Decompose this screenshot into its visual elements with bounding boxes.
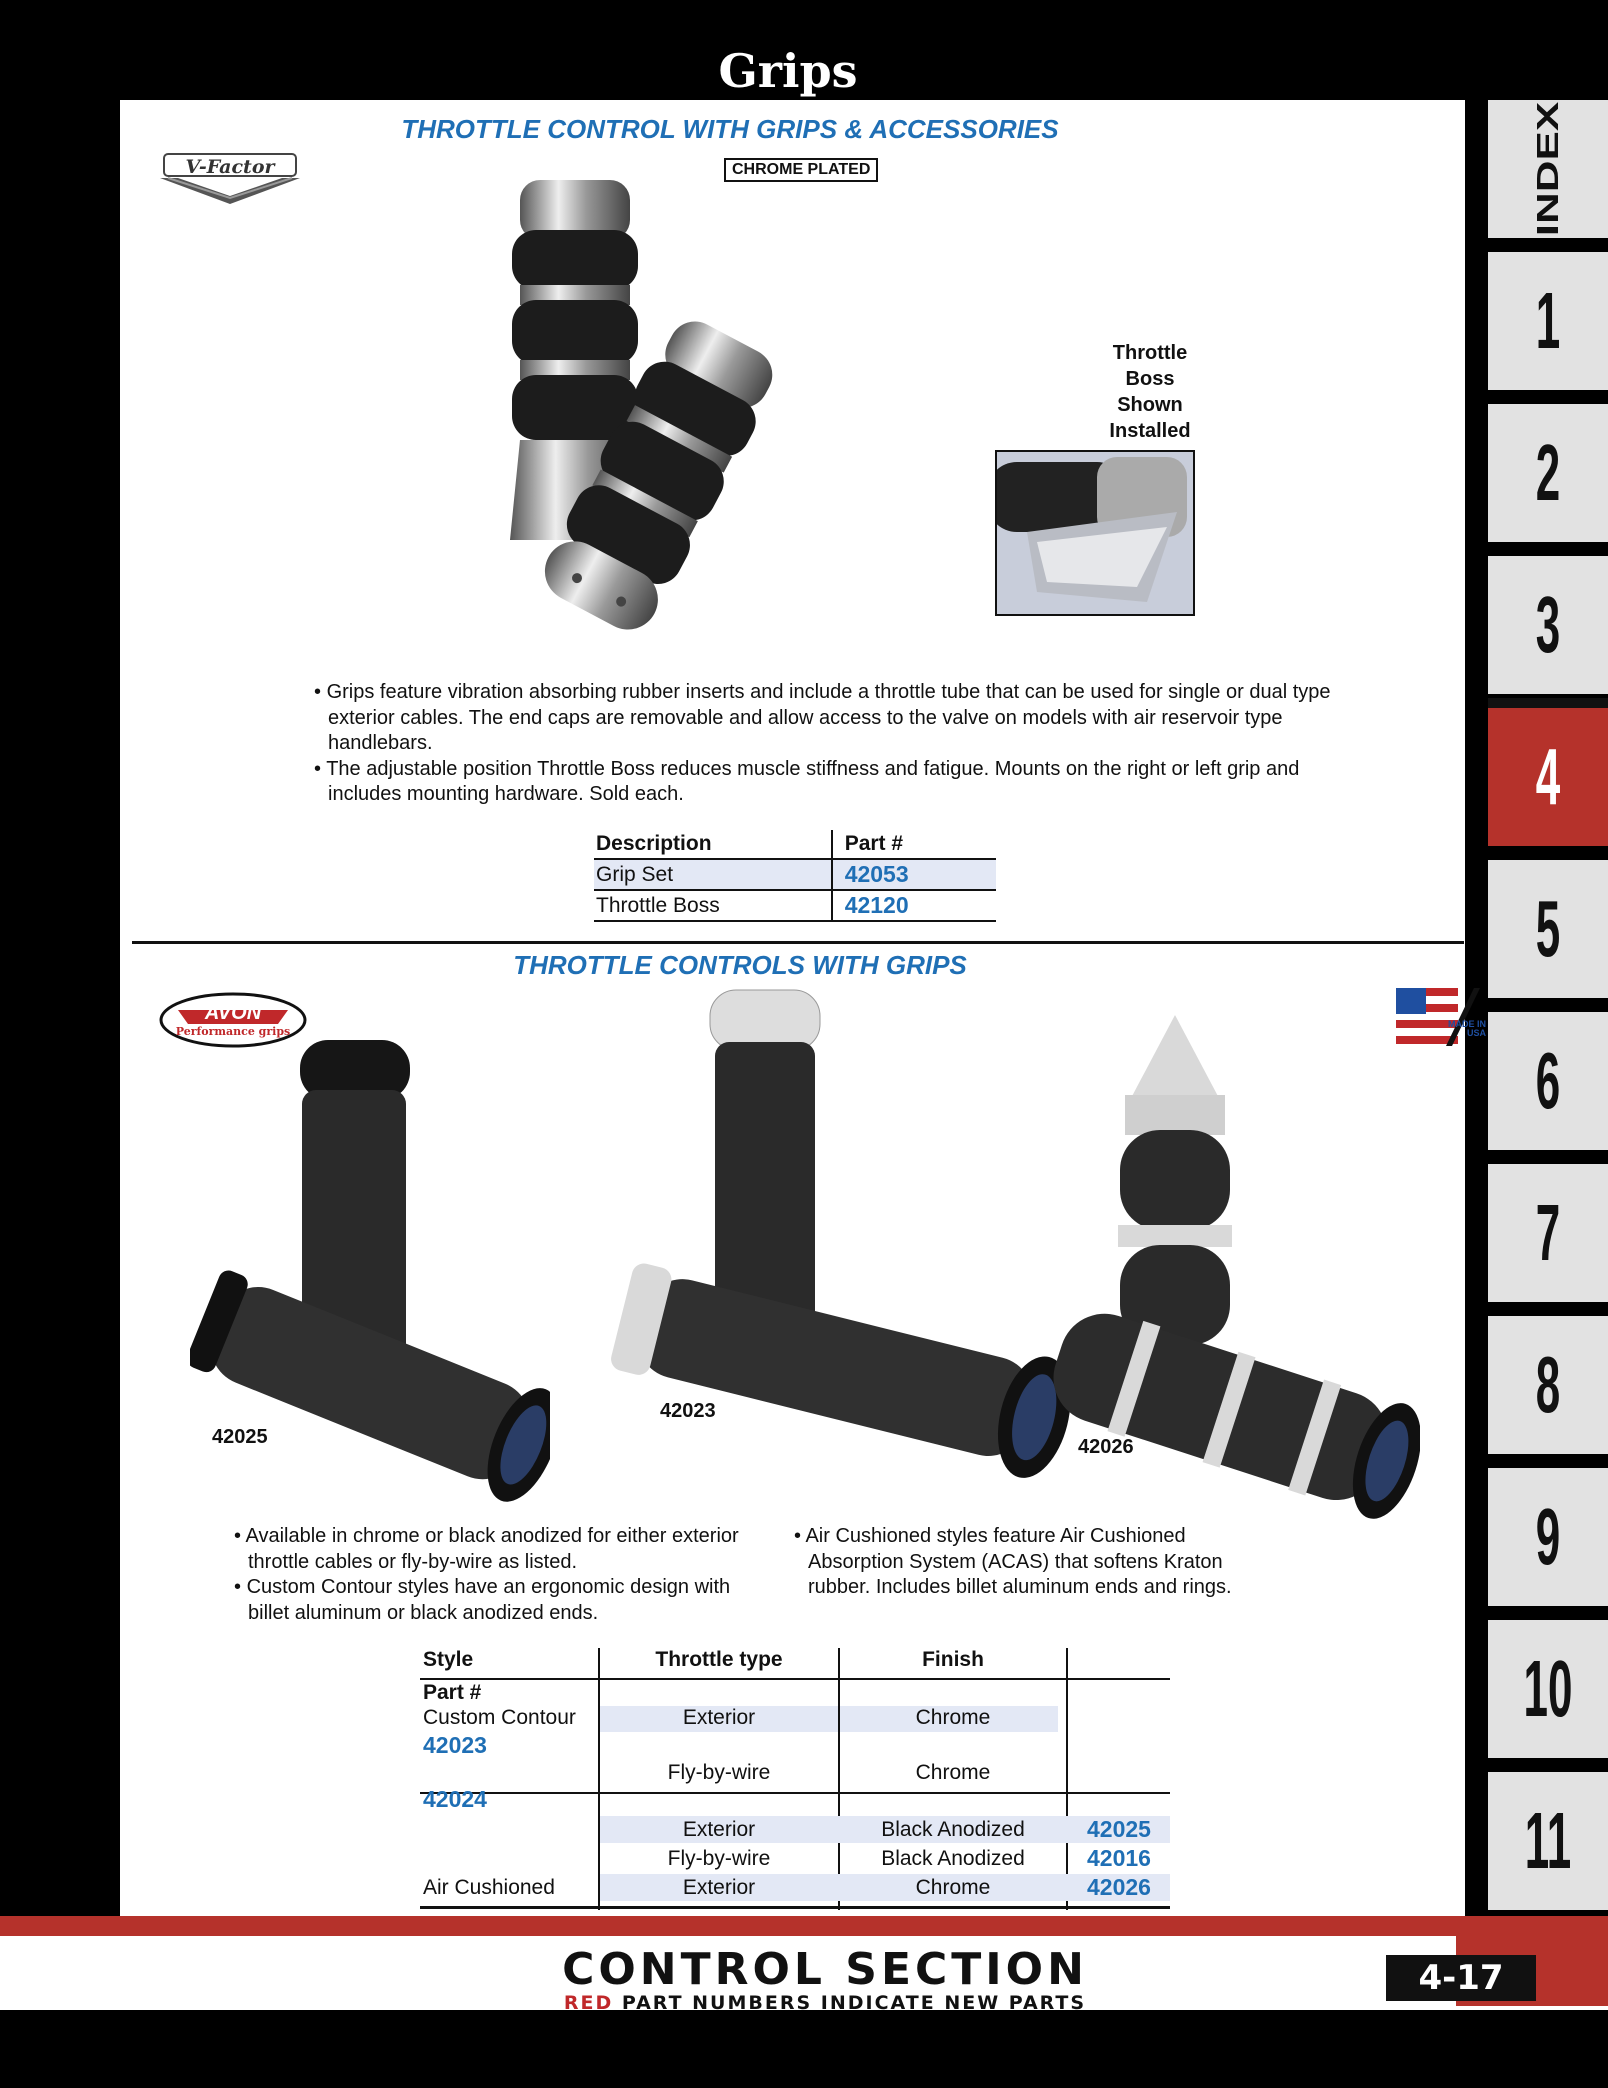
inset-caption <box>1060 340 1240 444</box>
table-cell: Air Cushioned <box>423 1876 555 1899</box>
tab-3[interactable] <box>1488 556 1608 694</box>
tab-index[interactable] <box>1488 100 1608 238</box>
part-number: 42120 <box>832 890 996 921</box>
tab-label: 8 <box>1535 1340 1561 1429</box>
table-bottom-rule <box>420 1906 1170 1909</box>
section2-bullets-left <box>234 1524 754 1626</box>
tab-4[interactable] <box>1488 698 1608 846</box>
table-cell: Chrome <box>915 1706 991 1729</box>
tab-2[interactable] <box>1488 404 1608 542</box>
bullet-item: • The adjustable position Throttle Boss reduces muscle stiffness and fatigue. Mounts on the right or left grip and includes mounting hardware. Sold each. <box>314 757 1300 805</box>
avon-logo-subtext: Performance grips <box>175 1025 291 1038</box>
table-header: Finish <box>922 1648 984 1671</box>
inset-caption-line: Throttle <box>1112 342 1188 364</box>
content-area <box>120 100 1486 1916</box>
tab-label: 5 <box>1535 884 1561 973</box>
part-number: 42024 <box>423 1786 487 1812</box>
v-factor-logo-text: V-Factor <box>185 156 275 178</box>
tab-10[interactable] <box>1488 1620 1608 1758</box>
grip-42025-photo <box>190 1030 550 1530</box>
inset-caption-line: Shown <box>1117 394 1183 416</box>
table-cell: Custom Contour <box>423 1706 576 1729</box>
tab-5[interactable] <box>1488 860 1608 998</box>
footer-note-rest: PART NUMBERS INDICATE NEW PARTS <box>613 1992 1087 2014</box>
table-cell: Exterior <box>682 1876 756 1899</box>
part-number: 42026 <box>1087 1874 1151 1900</box>
table-header: Style <box>423 1648 474 1671</box>
part-number: 42023 <box>423 1732 487 1758</box>
product-label-42023: 42023 <box>660 1400 716 1422</box>
product-label-42025: 42025 <box>212 1426 268 1448</box>
section2-bullets-right <box>794 1524 1274 1601</box>
footer-note-red: RED <box>563 1992 614 2014</box>
tab-1[interactable] <box>1488 252 1608 390</box>
tab-label: 1 <box>1535 276 1561 365</box>
table-row <box>594 859 996 890</box>
tab-label: 11 <box>1524 1796 1572 1885</box>
section1-table <box>594 830 996 922</box>
tab-11[interactable] <box>1488 1772 1608 1910</box>
table-cell: Throttle Boss <box>596 893 720 917</box>
section-divider <box>132 941 1464 944</box>
tab-label: 4 <box>1535 732 1561 821</box>
table-cell: Fly-by-wire <box>667 1761 771 1784</box>
bullet-text: Custom Contour styles have an ergonomic design with billet aluminum or black anodized ends. <box>246 1576 731 1624</box>
avon-logo-text: AVON <box>204 1002 262 1024</box>
bullet-item: • Grips feature vibration absorbing rubber inserts and include a throttle tube that can be used for single or dual type exterior cables. The end caps are removable and allow access to the valve on models with air reservoir type handlebars. <box>314 681 1331 754</box>
table-header-rule <box>420 1678 1170 1680</box>
table-cell: Fly-by-wire <box>667 1847 771 1870</box>
page-number: 4-17 <box>1386 1955 1536 2001</box>
finish-badge: CHROME PLATED <box>724 158 878 182</box>
grip-42023-photo <box>575 980 1115 1490</box>
footer-red-band <box>0 1916 1608 1936</box>
bullet-item: • Air Cushioned styles feature Air Cushioned Absorption System (ACAS) that softens Kraton rubber. Includes billet aluminum ends and rings. <box>794 1525 1232 1598</box>
tab-label: 2 <box>1535 428 1561 517</box>
table-row-rule <box>420 1792 1170 1794</box>
bullet-text: The adjustable position Throttle Boss reduces muscle stiffness and fatigue. Mounts on the right or left grip and includes mounting hardware. Sold each. <box>326 757 1300 805</box>
inset-caption-line: Installed <box>1109 420 1191 442</box>
table-cell: Black Anodized <box>881 1847 1025 1870</box>
throttle-boss-photo <box>995 450 1195 616</box>
inset-caption-line: Boss <box>1125 368 1175 390</box>
footer-bottom-bar <box>0 2010 1608 2088</box>
tab-label: INDEX <box>1530 101 1565 237</box>
part-number: 42053 <box>832 859 996 890</box>
tab-label: 7 <box>1535 1188 1561 1277</box>
product-label-42026: 42026 <box>1078 1436 1134 1458</box>
section-title-accessories: THROTTLE CONTROL WITH GRIPS & ACCESSORIES <box>401 114 1059 144</box>
tab-label: 9 <box>1535 1492 1561 1581</box>
part-number: 42025 <box>1087 1816 1151 1842</box>
tab-6[interactable] <box>1488 1012 1608 1150</box>
section1-bullets <box>314 680 1354 808</box>
table-header: Description <box>596 832 712 855</box>
table-cell: Chrome <box>915 1876 991 1899</box>
bullet-text: Available in chrome or black anodized for either exterior throttle cables or fly-by-wire as listed. <box>245 1525 739 1573</box>
tab-9[interactable] <box>1488 1468 1608 1606</box>
table-cell: Exterior <box>682 1818 756 1841</box>
table-cell: Black Anodized <box>881 1818 1025 1841</box>
footer-section-title: CONTROL SECTION <box>562 1944 1088 1995</box>
table-subheader: Part # <box>423 1681 482 1704</box>
table-cell: Grip Set <box>594 859 832 890</box>
bullet-text: Air Cushioned styles feature Air Cushioned Absorption System (ACAS) that softens Kraton rubber. Includes billet aluminum ends and rings. <box>805 1525 1232 1598</box>
made-in-usa-text: MADE IN USA <box>1448 1019 1486 1038</box>
footer-note <box>400 1992 1250 2014</box>
tab-label: 6 <box>1535 1036 1561 1125</box>
section2-table <box>420 1648 1170 1910</box>
section-title-grips: THROTTLE CONTROLS WITH GRIPS <box>513 950 967 980</box>
table-header: Part # <box>832 830 996 859</box>
part-number: 42016 <box>1087 1845 1151 1871</box>
grip-set-photo <box>500 160 840 690</box>
v-factor-logo <box>150 140 310 210</box>
bullet-text: Grips feature vibration absorbing rubber inserts and include a throttle tube that can be used for single or dual type exterior cables. The end caps are removable and allow access to the valve on models with air reservoir type handlebars. <box>326 681 1331 754</box>
bullet-item: • Custom Contour styles have an ergonomic design with billet aluminum or black anodized ends. <box>234 1576 731 1624</box>
table-cell: Chrome <box>915 1761 991 1784</box>
tab-8[interactable] <box>1488 1316 1608 1454</box>
tab-7[interactable] <box>1488 1164 1608 1302</box>
table-row <box>594 890 996 921</box>
bullet-item: • Available in chrome or black anodized for either exterior throttle cables or fly-by-wire as listed. <box>234 1525 739 1573</box>
page-title: Grips <box>718 44 858 98</box>
table-header: Throttle type <box>655 1648 783 1671</box>
tab-label: 3 <box>1535 580 1561 669</box>
table-cell: Exterior <box>682 1706 756 1729</box>
tab-label: 10 <box>1523 1644 1573 1733</box>
